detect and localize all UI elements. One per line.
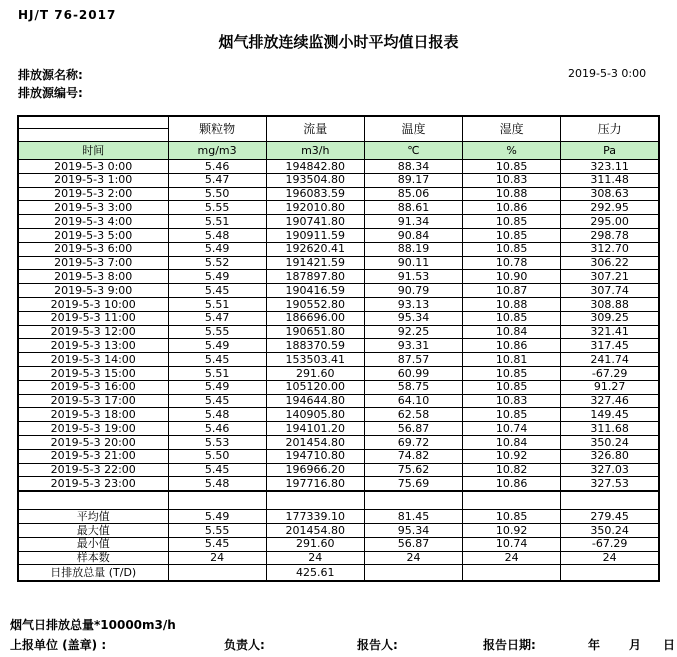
value-cell: 201454.80 [266, 523, 364, 537]
value-cell: 81.45 [364, 510, 462, 524]
value-cell: 177339.10 [266, 510, 364, 524]
value-cell: 89.17 [364, 173, 462, 187]
value-cell: 10.83 [463, 394, 561, 408]
time-cell: 2019-5-3 21:00 [18, 449, 168, 463]
value-cell: 311.48 [561, 173, 659, 187]
value-cell: 292.95 [561, 201, 659, 215]
value-cell: 24 [561, 551, 659, 565]
table-row [18, 173, 659, 187]
value-cell: 5.49 [168, 242, 266, 256]
value-cell: 5.55 [168, 201, 266, 215]
time-cell: 2019-5-3 7:00 [18, 256, 168, 270]
time-cell: 2019-5-3 2:00 [18, 187, 168, 201]
value-cell: 197716.80 [266, 477, 364, 491]
value-cell: 194101.20 [266, 422, 364, 436]
time-cell: 2019-5-3 13:00 [18, 339, 168, 353]
value-cell: 5.45 [168, 284, 266, 298]
time-cell: 2019-5-3 17:00 [18, 394, 168, 408]
value-cell: 10.88 [463, 187, 561, 201]
table-row [18, 160, 659, 174]
column-header-temperature: 温度 [364, 116, 462, 142]
table-row [18, 477, 659, 491]
value-cell: 90.79 [364, 284, 462, 298]
value-cell: 291.60 [266, 366, 364, 380]
value-cell: 193504.80 [266, 173, 364, 187]
value-cell: 58.75 [364, 380, 462, 394]
value-cell: 350.24 [561, 435, 659, 449]
value-cell: 95.34 [364, 523, 462, 537]
table-row [18, 449, 659, 463]
value-cell: 5.53 [168, 435, 266, 449]
value-cell: 317.45 [561, 339, 659, 353]
value-cell: 10.86 [463, 477, 561, 491]
time-cell: 2019-5-3 1:00 [18, 173, 168, 187]
value-cell: 62.58 [364, 408, 462, 422]
table-row [18, 551, 659, 565]
value-cell: 24 [364, 551, 462, 565]
value-cell: 5.49 [168, 380, 266, 394]
table-row [18, 228, 659, 242]
day-label: 日 [663, 638, 676, 652]
table-row [18, 435, 659, 449]
value-cell: 5.45 [168, 353, 266, 367]
value-cell: 295.00 [561, 215, 659, 229]
value-cell: 10.85 [463, 215, 561, 229]
value-cell: 241.74 [561, 353, 659, 367]
corner-split-cell [18, 116, 168, 142]
time-cell: 2019-5-3 0:00 [18, 160, 168, 174]
value-cell: 190651.80 [266, 325, 364, 339]
empty-row [18, 491, 659, 510]
value-cell: 64.10 [364, 394, 462, 408]
time-cell: 2019-5-3 4:00 [18, 215, 168, 229]
value-cell: 5.49 [168, 339, 266, 353]
time-cell: 2019-5-3 14:00 [18, 353, 168, 367]
column-header-particulate: 颗粒物 [168, 116, 266, 142]
value-cell: -67.29 [561, 537, 659, 551]
value-cell: 5.45 [168, 394, 266, 408]
value-cell: 10.83 [463, 173, 561, 187]
summary-label-cell: 平均值 [18, 510, 168, 524]
value-cell: 85.06 [364, 187, 462, 201]
value-cell: 10.85 [463, 380, 561, 394]
value-cell: 10.92 [463, 449, 561, 463]
table-row [18, 201, 659, 215]
unit-pressure: Pa [561, 142, 659, 160]
value-cell: 190741.80 [266, 215, 364, 229]
column-header-flow: 流量 [266, 116, 364, 142]
value-cell: 307.21 [561, 270, 659, 284]
value-cell: 298.78 [561, 228, 659, 242]
value-cell: 279.45 [561, 510, 659, 524]
units-row [18, 142, 659, 160]
value-cell: 196083.59 [266, 187, 364, 201]
table-row [18, 380, 659, 394]
value-cell: 5.50 [168, 449, 266, 463]
value-cell: 10.85 [463, 366, 561, 380]
value-cell: 5.51 [168, 215, 266, 229]
time-cell: 2019-5-3 16:00 [18, 380, 168, 394]
value-cell: 327.03 [561, 463, 659, 477]
value-cell: 5.49 [168, 270, 266, 284]
value-cell: 95.34 [364, 311, 462, 325]
value-cell: 10.78 [463, 256, 561, 270]
table-row [18, 422, 659, 436]
value-cell: 5.49 [168, 510, 266, 524]
value-cell: 308.88 [561, 297, 659, 311]
signature-line [0, 636, 677, 652]
value-cell: 326.80 [561, 449, 659, 463]
time-cell: 2019-5-3 15:00 [18, 366, 168, 380]
value-cell: 306.22 [561, 256, 659, 270]
value-cell: 190911.59 [266, 228, 364, 242]
main-rows [18, 160, 659, 491]
value-cell: 10.85 [463, 510, 561, 524]
value-cell: 10.85 [463, 408, 561, 422]
time-cell: 2019-5-3 9:00 [18, 284, 168, 298]
value-cell: 140905.80 [266, 408, 364, 422]
table-row [18, 394, 659, 408]
summary-label-cell: 样本数 [18, 551, 168, 565]
time-header: 时间 [18, 142, 168, 160]
value-cell: 5.47 [168, 173, 266, 187]
time-cell: 2019-5-3 11:00 [18, 311, 168, 325]
value-cell: 10.82 [463, 463, 561, 477]
value-cell: 350.24 [561, 523, 659, 537]
value-cell: 323.11 [561, 160, 659, 174]
time-cell: 2019-5-3 12:00 [18, 325, 168, 339]
value-cell: 10.81 [463, 353, 561, 367]
value-cell: -67.29 [561, 366, 659, 380]
summary-label-cell: 日排放总量 (T/D) [18, 565, 168, 581]
time-cell: 2019-5-3 19:00 [18, 422, 168, 436]
monitoring-table [17, 115, 660, 582]
value-cell [364, 565, 462, 581]
value-cell: 5.48 [168, 228, 266, 242]
table-row [18, 187, 659, 201]
value-cell: 425.61 [266, 565, 364, 581]
value-cell: 74.82 [364, 449, 462, 463]
value-cell [463, 565, 561, 581]
value-cell: 201454.80 [266, 435, 364, 449]
table-row [18, 353, 659, 367]
value-cell: 5.55 [168, 523, 266, 537]
value-cell: 60.99 [364, 366, 462, 380]
unit-humidity: % [463, 142, 561, 160]
value-cell: 186696.00 [266, 311, 364, 325]
table-row [18, 366, 659, 380]
value-cell: 10.86 [463, 339, 561, 353]
value-cell: 91.34 [364, 215, 462, 229]
value-cell: 5.48 [168, 477, 266, 491]
value-cell: 5.45 [168, 463, 266, 477]
value-cell: 90.11 [364, 256, 462, 270]
summary-rows [18, 491, 659, 581]
table-row [18, 256, 659, 270]
empty-cell [463, 491, 561, 510]
value-cell: 192010.80 [266, 201, 364, 215]
month-label: 月 [629, 638, 642, 652]
value-cell: 311.68 [561, 422, 659, 436]
source-id-label: 排放源编号: [18, 86, 83, 100]
table-row [18, 311, 659, 325]
value-cell: 5.46 [168, 160, 266, 174]
value-cell: 194710.80 [266, 449, 364, 463]
value-cell: 10.87 [463, 284, 561, 298]
value-cell: 5.51 [168, 297, 266, 311]
column-header-pressure: 压力 [561, 116, 659, 142]
column-header-humidity: 湿度 [463, 116, 561, 142]
value-cell: 87.57 [364, 353, 462, 367]
value-cell: 5.45 [168, 537, 266, 551]
value-cell: 75.62 [364, 463, 462, 477]
table-row [18, 510, 659, 524]
table-row [18, 339, 659, 353]
time-cell: 2019-5-3 22:00 [18, 463, 168, 477]
value-cell: 10.74 [463, 537, 561, 551]
table-row [18, 297, 659, 311]
value-cell: 24 [463, 551, 561, 565]
value-cell: 5.51 [168, 366, 266, 380]
value-cell: 10.86 [463, 201, 561, 215]
year-label: 年 [588, 638, 601, 652]
table-row [18, 270, 659, 284]
table-row [18, 215, 659, 229]
reporting-unit-label: 上报单位 (盖章) : [10, 638, 107, 652]
table-row [18, 242, 659, 256]
value-cell: 190552.80 [266, 297, 364, 311]
value-cell: 10.85 [463, 160, 561, 174]
time-cell: 2019-5-3 8:00 [18, 270, 168, 284]
value-cell: 10.85 [463, 242, 561, 256]
value-cell: 93.31 [364, 339, 462, 353]
value-cell [561, 565, 659, 581]
time-cell: 2019-5-3 6:00 [18, 242, 168, 256]
table-row [18, 463, 659, 477]
time-cell: 2019-5-3 18:00 [18, 408, 168, 422]
corner-top-cell [19, 117, 168, 129]
empty-cell [364, 491, 462, 510]
value-cell: 327.53 [561, 477, 659, 491]
empty-cell [18, 491, 168, 510]
report-date-label: 报告日期: [483, 638, 536, 652]
value-cell: 90.84 [364, 228, 462, 242]
table-row [18, 537, 659, 551]
value-cell: 24 [168, 551, 266, 565]
value-cell: 5.48 [168, 408, 266, 422]
value-cell: 192620.41 [266, 242, 364, 256]
value-cell [168, 565, 266, 581]
time-cell: 2019-5-3 10:00 [18, 297, 168, 311]
value-cell: 188370.59 [266, 339, 364, 353]
value-cell: 56.87 [364, 537, 462, 551]
value-cell: 5.47 [168, 311, 266, 325]
table-row [18, 565, 659, 581]
time-cell: 2019-5-3 5:00 [18, 228, 168, 242]
value-cell: 10.85 [463, 228, 561, 242]
table-header [18, 116, 659, 160]
value-cell: 91.27 [561, 380, 659, 394]
value-cell: 5.50 [168, 187, 266, 201]
value-cell: 10.92 [463, 523, 561, 537]
time-cell: 2019-5-3 23:00 [18, 477, 168, 491]
value-cell: 88.19 [364, 242, 462, 256]
value-cell: 321.41 [561, 325, 659, 339]
unit-temperature: ℃ [364, 142, 462, 160]
value-cell: 5.46 [168, 422, 266, 436]
value-cell: 10.84 [463, 325, 561, 339]
summary-label-cell: 最大值 [18, 523, 168, 537]
value-cell: 105120.00 [266, 380, 364, 394]
value-cell: 88.34 [364, 160, 462, 174]
value-cell: 5.52 [168, 256, 266, 270]
standard-code: HJ/T 76-2017 [18, 8, 117, 22]
empty-cell [266, 491, 364, 510]
reporter-label: 报告人: [357, 638, 398, 652]
value-cell: 24 [266, 551, 364, 565]
value-cell: 75.69 [364, 477, 462, 491]
time-cell: 2019-5-3 20:00 [18, 435, 168, 449]
page-title: 烟气排放连续监测小时平均值日报表 [218, 33, 459, 51]
value-cell: 191421.59 [266, 256, 364, 270]
value-cell: 10.74 [463, 422, 561, 436]
value-cell: 194842.80 [266, 160, 364, 174]
value-cell: 93.13 [364, 297, 462, 311]
value-cell: 153503.41 [266, 353, 364, 367]
value-cell: 308.63 [561, 187, 659, 201]
time-cell: 2019-5-3 3:00 [18, 201, 168, 215]
report-datetime: 2019-5-3 0:00 [568, 67, 647, 80]
table-row [18, 325, 659, 339]
responsible-person-label: 负责人: [224, 638, 265, 652]
corner-bottom-cell [19, 129, 168, 141]
column-names-row [18, 116, 659, 142]
value-cell: 291.60 [266, 537, 364, 551]
value-cell: 69.72 [364, 435, 462, 449]
value-cell: 10.85 [463, 311, 561, 325]
value-cell: 190416.59 [266, 284, 364, 298]
value-cell: 88.61 [364, 201, 462, 215]
value-cell: 149.45 [561, 408, 659, 422]
value-cell: 56.87 [364, 422, 462, 436]
unit-particulate: mg/m3 [168, 142, 266, 160]
value-cell: 187897.80 [266, 270, 364, 284]
value-cell: 309.25 [561, 311, 659, 325]
value-cell: 307.74 [561, 284, 659, 298]
summary-label-cell: 最小值 [18, 537, 168, 551]
value-cell: 10.90 [463, 270, 561, 284]
empty-cell [168, 491, 266, 510]
value-cell: 312.70 [561, 242, 659, 256]
table-row [18, 284, 659, 298]
source-name-label: 排放源名称: [18, 68, 83, 82]
table-row [18, 523, 659, 537]
value-cell: 196966.20 [266, 463, 364, 477]
value-cell: 5.55 [168, 325, 266, 339]
value-cell: 91.53 [364, 270, 462, 284]
value-cell: 194644.80 [266, 394, 364, 408]
table-row [18, 408, 659, 422]
value-cell: 10.84 [463, 435, 561, 449]
value-cell: 327.46 [561, 394, 659, 408]
value-cell: 92.25 [364, 325, 462, 339]
value-cell: 10.88 [463, 297, 561, 311]
unit-flow: m3/h [266, 142, 364, 160]
footer-note: 烟气日排放总量*10000m3/h [10, 618, 176, 632]
empty-cell [561, 491, 659, 510]
